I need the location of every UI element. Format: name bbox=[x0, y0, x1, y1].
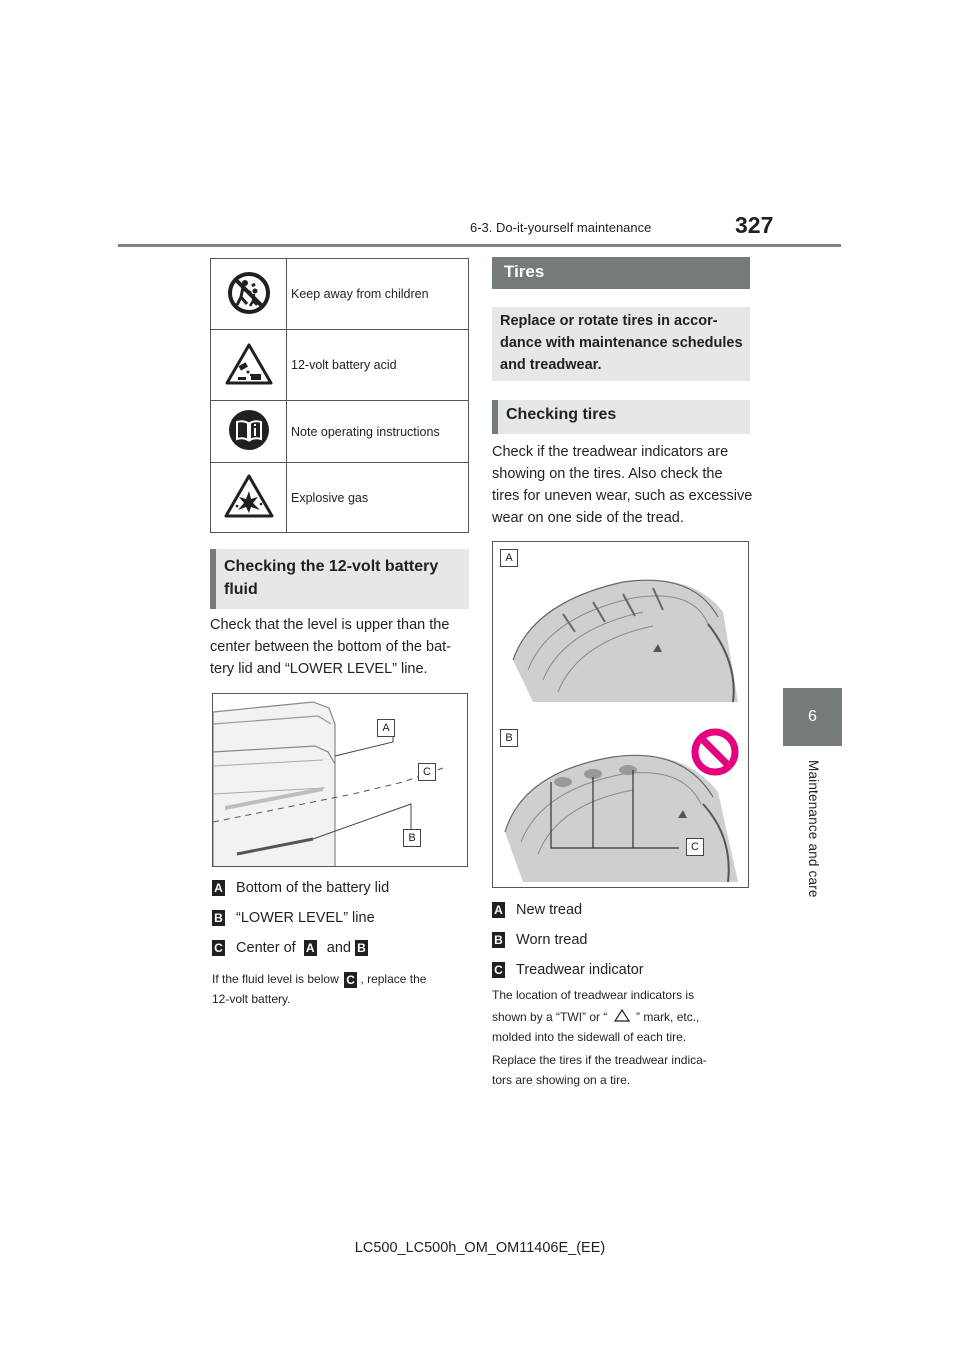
text-line: Check that the level is upper than the bbox=[210, 617, 450, 633]
chapter-title: Maintenance and care bbox=[806, 760, 821, 898]
symbol-text: 12-volt battery acid bbox=[287, 330, 469, 401]
legend-text: Bottom of the battery lid bbox=[236, 880, 390, 896]
tires-body-text bbox=[492, 441, 762, 529]
tires-heading: Tires bbox=[492, 257, 750, 289]
note-text: shown by a “TWI” or “ bbox=[492, 1010, 608, 1024]
note-line: 12-volt battery. bbox=[212, 992, 291, 1006]
intro-line: and treadwear. bbox=[500, 357, 602, 373]
legend-item bbox=[492, 899, 762, 929]
legend-item bbox=[212, 907, 482, 937]
note-line: The location of treadwear indicators is bbox=[492, 988, 695, 1002]
symbol-row bbox=[211, 463, 469, 533]
battery-note bbox=[212, 969, 482, 1009]
label-c: C bbox=[212, 940, 225, 956]
checking-tires-heading: Checking tires bbox=[492, 400, 750, 434]
legend-text: Treadwear indicator bbox=[516, 962, 644, 978]
treadwear-triangle-icon bbox=[614, 1009, 630, 1022]
legend-text: New tread bbox=[516, 902, 583, 918]
label-a-ref: A bbox=[304, 940, 317, 956]
note-line bbox=[492, 1007, 762, 1027]
note-text: ” mark, etc., bbox=[636, 1010, 700, 1024]
symbol-text: Explosive gas bbox=[287, 463, 469, 533]
text-line: tires for uneven wear, such as excessive bbox=[492, 488, 753, 504]
note-line: molded into the sidewall of each tire. bbox=[492, 1030, 687, 1044]
warning-symbol-table bbox=[210, 258, 469, 533]
tire-legend bbox=[492, 899, 762, 989]
figure-label-b: B bbox=[403, 829, 421, 847]
legend-text: Worn tread bbox=[516, 932, 588, 948]
text-line: center between the bottom of the bat- bbox=[210, 639, 452, 655]
battery-fluid-heading bbox=[210, 549, 469, 609]
legend-item bbox=[212, 877, 482, 907]
label-b: B bbox=[212, 910, 225, 926]
legend-text: and bbox=[326, 940, 351, 956]
figure-label-a: A bbox=[377, 719, 395, 737]
text-line: showing on the tires. Also check the bbox=[492, 466, 723, 482]
note-text: If the fluid level is below bbox=[212, 972, 339, 986]
note-line: Replace the tires if the treadwear indica- bbox=[492, 1053, 707, 1067]
label-b: B bbox=[492, 932, 505, 948]
battery-body-text bbox=[210, 614, 480, 680]
figure-label-b: B bbox=[500, 729, 518, 747]
symbol-text: Keep away from children bbox=[287, 259, 469, 330]
note-text: , replace the bbox=[360, 972, 427, 986]
text-line: wear on one side of the tread. bbox=[492, 510, 684, 526]
legend-item bbox=[492, 929, 762, 959]
tire-tread-figure bbox=[492, 541, 749, 888]
intro-line: dance with maintenance schedules bbox=[500, 335, 743, 351]
tire-notes bbox=[492, 985, 762, 1090]
symbol-text: Note operating instructions bbox=[287, 401, 469, 463]
chapter-tab[interactable]: 6 bbox=[783, 688, 842, 746]
symbol-row bbox=[211, 401, 469, 463]
header-rule bbox=[118, 244, 841, 247]
note-line bbox=[212, 969, 482, 989]
legend-text: Center of bbox=[236, 940, 296, 956]
heading-line: fluid bbox=[224, 581, 258, 598]
label-a: A bbox=[212, 880, 225, 896]
keep-away-children-icon bbox=[211, 259, 287, 330]
section-title: 6-3. Do-it-yourself maintenance bbox=[470, 220, 652, 235]
operating-instructions-icon bbox=[211, 401, 287, 463]
tires-intro bbox=[492, 307, 750, 381]
battery-acid-icon bbox=[211, 330, 287, 401]
figure-label-a: A bbox=[500, 549, 518, 567]
document-footer: LC500_LC500h_OM_OM11406E_(EE) bbox=[354, 1240, 606, 1256]
legend-item bbox=[212, 937, 482, 967]
page-number: 327 bbox=[735, 212, 774, 238]
note-line: tors are showing on a tire. bbox=[492, 1073, 631, 1087]
intro-line: Replace or rotate tires in accor- bbox=[500, 313, 718, 329]
text-line: tery lid and “LOWER LEVEL” line. bbox=[210, 661, 428, 677]
battery-legend bbox=[212, 877, 482, 967]
text-line: Check if the treadwear indicators are bbox=[492, 444, 729, 460]
legend-text: “LOWER LEVEL” line bbox=[236, 910, 375, 926]
label-a: A bbox=[492, 902, 505, 918]
label-b-ref: B bbox=[355, 940, 368, 956]
battery-level-figure bbox=[212, 693, 468, 867]
explosive-gas-icon bbox=[211, 463, 287, 533]
tire-illustration bbox=[493, 542, 749, 888]
heading-line: Checking the 12-volt battery bbox=[224, 558, 439, 575]
figure-label-c: C bbox=[418, 763, 436, 781]
label-c: C bbox=[492, 962, 505, 978]
figure-label-c: C bbox=[686, 838, 704, 856]
symbol-row bbox=[211, 330, 469, 401]
symbol-row bbox=[211, 259, 469, 330]
label-c-ref: C bbox=[344, 972, 357, 988]
